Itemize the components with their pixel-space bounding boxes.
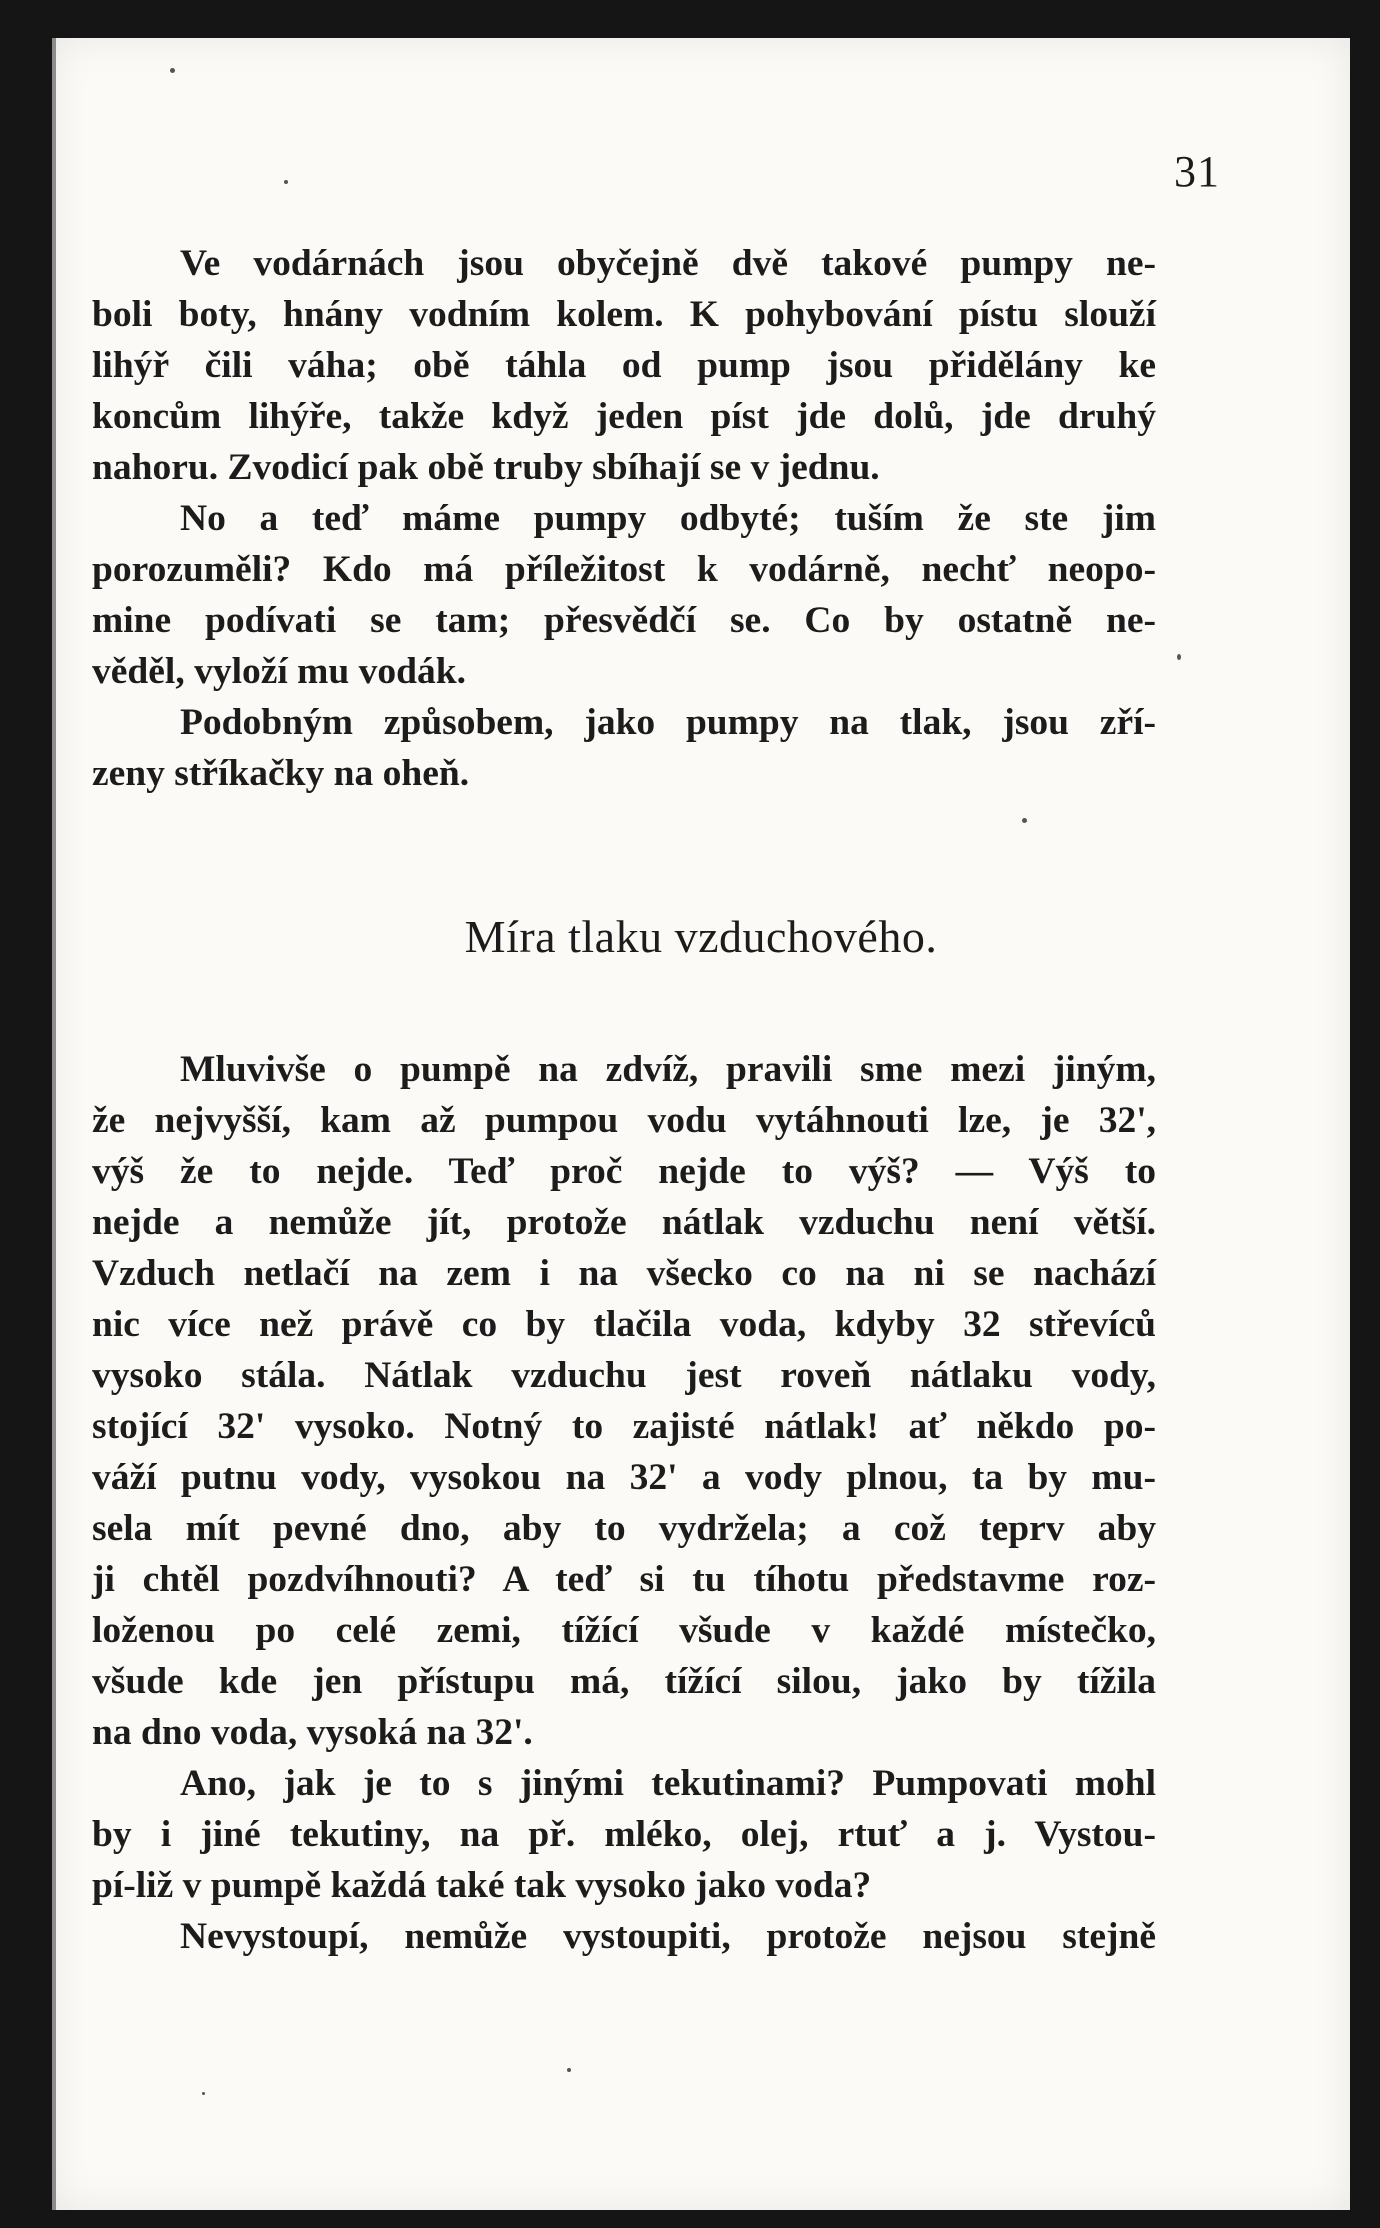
- text-line: sela mít pevné dno, aby to vydržela; a což teprv aby: [92, 1508, 1156, 1549]
- text-line: výš že to nejde. Teď proč nejde to výš? — Výš to: [92, 1151, 1156, 1192]
- text-line: boli boty, hnány vodním kolem. K pohybování pístu slouží: [92, 294, 1156, 335]
- text-line: pí-liž v pumpě každá také tak vysoko jako voda?: [92, 1865, 872, 1906]
- section-heading: Míra tlaku vzduchového.: [464, 911, 938, 962]
- paragraph-4: [92, 1044, 1156, 1758]
- book-page: [52, 38, 1350, 2210]
- text-line: Vzduch netlačí na zem i na všecko co na ni se nachází: [92, 1253, 1156, 1294]
- text-line: zeny stříkačky na oheň.: [92, 753, 470, 794]
- scan-speck: [284, 180, 288, 184]
- paragraph-3: [92, 697, 1156, 799]
- text-line: na dno voda, vysoká na 32'.: [92, 1712, 533, 1753]
- text-line: loženou po celé zemi, tížící všude v každé místečko,: [92, 1610, 1156, 1651]
- text-line: ji chtěl pozdvíhnouti? A teď si tu tíhotu představme roz-: [92, 1559, 1156, 1600]
- text-line: porozuměli? Kdo má příležitost k vodárně, nechť neopo-: [92, 549, 1156, 590]
- text-line: věděl, vyloží mu vodák.: [92, 651, 466, 692]
- page-binding-edge: [52, 38, 56, 2210]
- scan-speck: [1177, 654, 1181, 660]
- text-line: Ano, jak je to s jinými tekutinami? Pumpovati mohl: [180, 1763, 1156, 1804]
- text-line: nejde a nemůže jít, protože nátlak vzduchu není větší.: [92, 1202, 1156, 1243]
- text-line: nahoru. Zvodicí pak obě truby sbíhají se v jednu.: [92, 447, 880, 488]
- text-line: koncům lihýře, takže když jeden píst jde dolů, jde druhý: [92, 396, 1156, 437]
- text-line: lihýř čili váha; obě táhla od pump jsou přidělány ke: [92, 345, 1156, 386]
- page-number: 31: [1174, 147, 1220, 196]
- text-line: váží putnu vody, vysokou na 32' a vody plnou, ta by mu-: [92, 1457, 1156, 1498]
- text-line: že nejvyšší, kam až pumpou vodu vytáhnouti lze, je 32',: [92, 1100, 1156, 1141]
- text-line: stojící 32' vysoko. Notný to zajisté nátlak! ať někdo po-: [92, 1406, 1156, 1447]
- text-line: Mluvivše o pumpě na zdvíž, pravili sme mezi jiným,: [180, 1049, 1156, 1090]
- scan-speck: [1022, 818, 1027, 823]
- text-line: No a teď máme pumpy odbyté; tuším že ste jim: [180, 498, 1156, 539]
- paragraph-2: [92, 493, 1156, 697]
- paragraph-5: [92, 1758, 1156, 1911]
- text-line: nic více než právě co by tlačila voda, kdyby 32 střevíců: [92, 1304, 1156, 1345]
- text-line: by i jiné tekutiny, na př. mléko, olej, rtuť a j. Vystou-: [92, 1814, 1156, 1855]
- text-line: vysoko stála. Nátlak vzduchu jest roveň nátlaku vody,: [92, 1355, 1156, 1396]
- paragraph-6: [92, 1911, 1156, 1962]
- text-line: mine podívati se tam; přesvědčí se. Co by ostatně ne-: [92, 600, 1156, 641]
- text-line: Podobným způsobem, jako pumpy na tlak, jsou zří-: [180, 702, 1156, 743]
- text-line: Ve vodárnách jsou obyčejně dvě takové pumpy ne-: [180, 243, 1156, 284]
- text-line: všude kde jen přístupu má, tížící silou, jako by tížila: [92, 1661, 1156, 1702]
- paragraph-1: [92, 238, 1156, 493]
- text-line: Nevystoupí, nemůže vystoupiti, protože nejsou stejně: [180, 1916, 1156, 1957]
- scan-speck: [202, 2092, 205, 2095]
- scan-speck: [567, 2068, 571, 2072]
- scan-speck: [170, 68, 175, 73]
